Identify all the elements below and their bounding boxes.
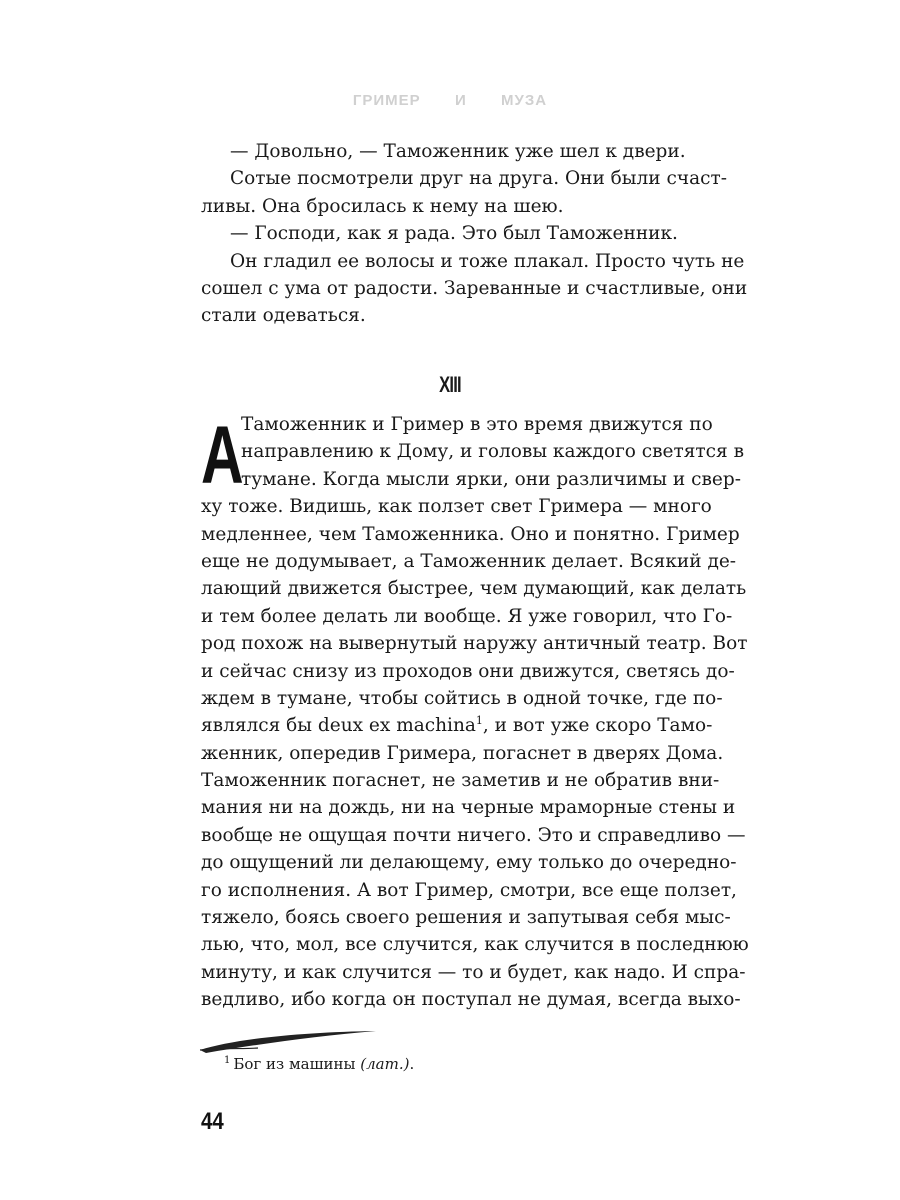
text-line: Он гладил ее волосы и тоже плакал. Просто чуть не — [230, 250, 745, 272]
text-line: Таможенник погаснет, не заметив и не обратив вни- — [201, 770, 720, 792]
body-text-block — [201, 411, 749, 1014]
text-line: тяжело, боясь своего решения и запутывая себя мыс- — [201, 907, 731, 929]
chapter-number: XIII — [439, 372, 461, 397]
text-line-with-footnote — [201, 712, 713, 739]
text-fragment: являлся бы deux ex machina — [201, 715, 476, 737]
running-head-right: МУЗА — [501, 92, 548, 109]
text-line: стали одеваться. — [201, 305, 366, 327]
text-line: женник, опередив Гримера, погаснет в дверях Дома. — [201, 742, 724, 764]
drop-cap: А — [201, 410, 244, 501]
text-line: вообще не ощущая почти ничего. Это и справедливо — — [201, 824, 746, 846]
text-line: — Довольно, — Таможенник уже шел к двери. — [230, 141, 686, 162]
text-line: тумане. Когда мысли ярки, они различимы и свер- — [241, 468, 741, 490]
text-line: ждем в тумане, чтобы сойтись в одной точке, где по- — [201, 687, 723, 709]
text-line: и тем более делать ли вообще. Я уже говорил, что Го- — [201, 605, 733, 627]
footnote-reference[interactable]: 1 — [475, 714, 483, 728]
text-line: лью, что, мол, все случится, как случится в последнюю — [201, 934, 749, 956]
text-line: Таможенник и Гример в это время движутся по — [241, 414, 713, 435]
running-head-middle: И — [454, 92, 467, 109]
text-line: направлению к Дому, и головы каждого светятся в — [241, 441, 744, 463]
footnote-separator-swash — [198, 1028, 378, 1056]
top-text-block — [201, 138, 748, 330]
text-line: ведливо, ибо когда он поступал не думая, всегда выхо- — [201, 989, 741, 1011]
text-line: го исполнения. А вот Гример, смотри, все еще ползет, — [201, 879, 737, 901]
text-line: сошел с ума от радости. Зареванные и счастливые, они — [201, 277, 748, 299]
text-line: мания ни на дождь, ни на черные мраморные стены и — [201, 797, 736, 819]
text-line: до ощущений ли делающему, ему только до очередно- — [201, 852, 737, 874]
text-line: и сейчас снизу из проходов они движутся, светясь до- — [201, 660, 735, 682]
text-line: медленнее, чем Таможенника. Оно и понятно. Гример — [201, 523, 740, 545]
footnote-number: 1 — [224, 1055, 231, 1066]
running-head — [0, 92, 900, 109]
text-line: лающий движется быстрее, чем думающий, как делать — [201, 578, 747, 600]
text-line: минуту, и как случится — то и будет, как надо. И спра- — [201, 961, 746, 983]
footnote-italic: (лат.) — [360, 1055, 410, 1073]
text-line: род похож на вывернутый наружу античный театр. Вот — [201, 633, 748, 655]
page-number: 44 — [201, 1108, 224, 1135]
text-line: Сотые посмотрели друг на друга. Они были счаст- — [230, 168, 727, 190]
footnote-text: Бог из машины — [233, 1055, 361, 1073]
footnote-end: . — [409, 1055, 415, 1073]
text-line: ху тоже. Видишь, как ползет свет Гримера — много — [201, 496, 712, 518]
text-line: — Господи, как я рада. Это был Таможенник. — [230, 223, 678, 245]
text-fragment: , и вот уже скоро Тамо- — [482, 715, 713, 737]
text-line: еще не додумывает, а Таможенник делает. Всякий де- — [201, 550, 737, 572]
footnote — [224, 1055, 414, 1073]
text-line: ливы. Она бросилась к нему на шею. — [201, 195, 564, 217]
running-head-left: ГРИМЕР — [352, 92, 421, 109]
